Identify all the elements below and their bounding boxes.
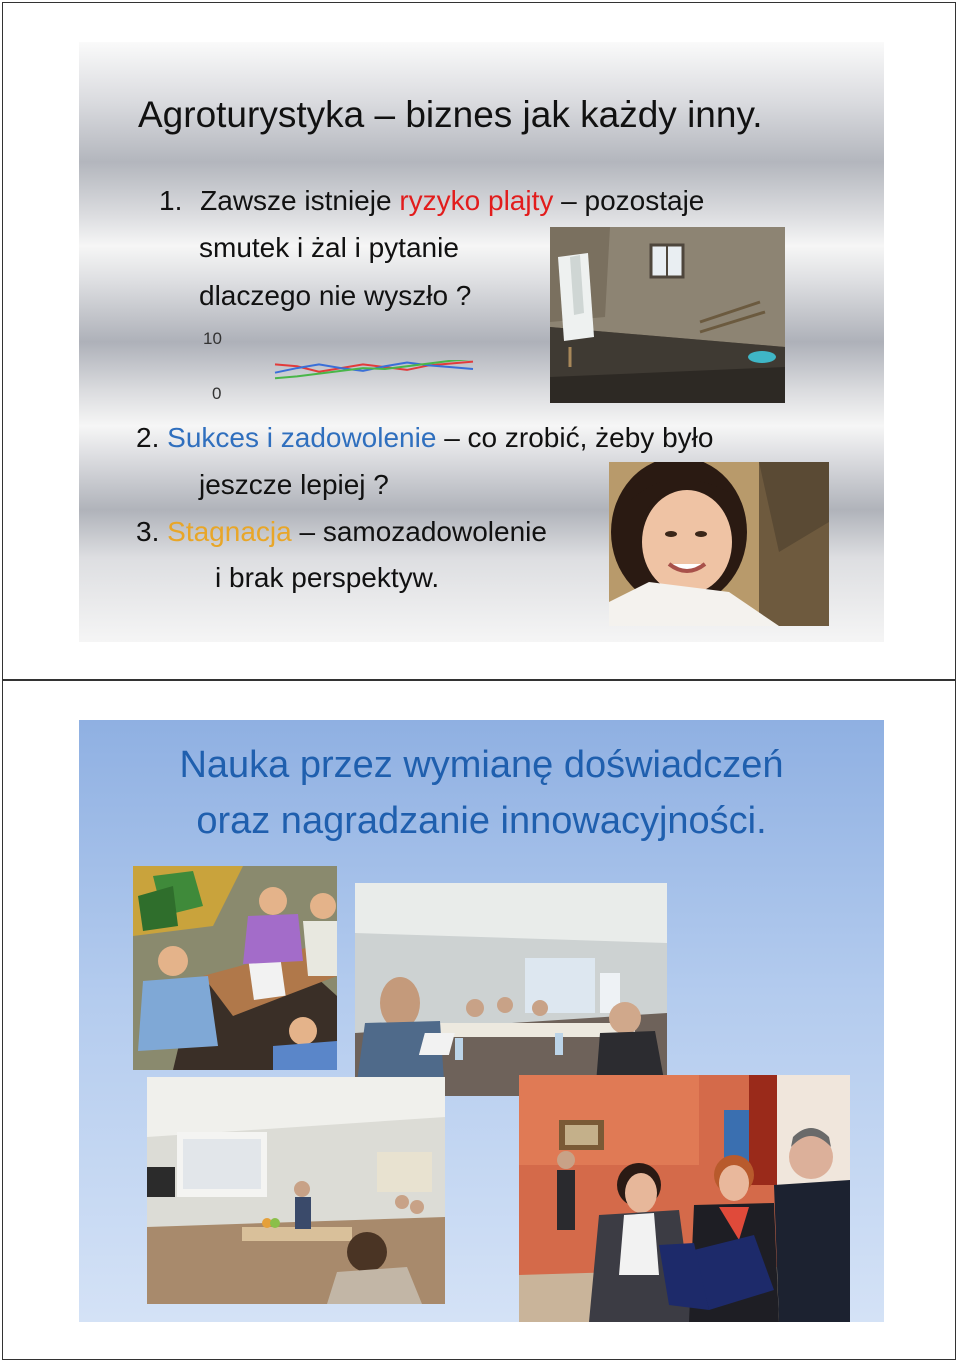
item-3-post: – samozadowolenie <box>291 516 547 547</box>
item-1-highlight: ryzyko plajty <box>399 185 554 216</box>
item-3-line-2: i brak perspektyw. <box>215 562 440 593</box>
item-1-line-2: smutek i żal i pytanie <box>199 232 459 263</box>
chart-tick-bottom: 0 <box>212 384 222 403</box>
slide-2-title-line-1: Nauka przez wymianę doświadczeń <box>179 744 784 786</box>
item-2-line-2: jeszcze lepiej ? <box>199 469 389 500</box>
chart-tick-top: 10 <box>203 329 222 348</box>
meeting-clipart <box>133 866 337 1070</box>
slide-1-title: Agroturystyka – biznes jak każdy inny. <box>138 94 763 135</box>
item-2-number: 2. <box>136 422 160 453</box>
item-1-number: 1. <box>159 185 183 216</box>
item-2-line-1 <box>136 422 713 454</box>
item-1-line-1 <box>159 185 704 217</box>
slide-1 <box>79 42 884 642</box>
award-ceremony-photo <box>519 1075 850 1322</box>
item-3-number: 3. <box>136 516 160 547</box>
slide-2 <box>79 720 884 1322</box>
conference-room-photo <box>355 883 667 1096</box>
classroom-photo <box>147 1077 445 1304</box>
mini-line-chart <box>269 360 479 388</box>
basement-photo <box>550 227 785 403</box>
item-1-pre: Zawsze istnieje <box>200 185 400 216</box>
item-1-line-3: dlaczego nie wyszło ? <box>199 280 472 311</box>
item-3-line-1 <box>136 516 547 548</box>
smiling-girl-photo <box>609 462 829 626</box>
item-3-highlight: Stagnacja <box>167 516 292 547</box>
slide-2-title-line-2: oraz nagradzanie innowacyjności. <box>196 800 767 842</box>
item-2-post: – co zrobić, żeby było <box>436 422 714 453</box>
item-1-post: – pozostaje <box>553 185 705 216</box>
item-2-highlight: Sukces i zadowolenie <box>167 422 437 453</box>
